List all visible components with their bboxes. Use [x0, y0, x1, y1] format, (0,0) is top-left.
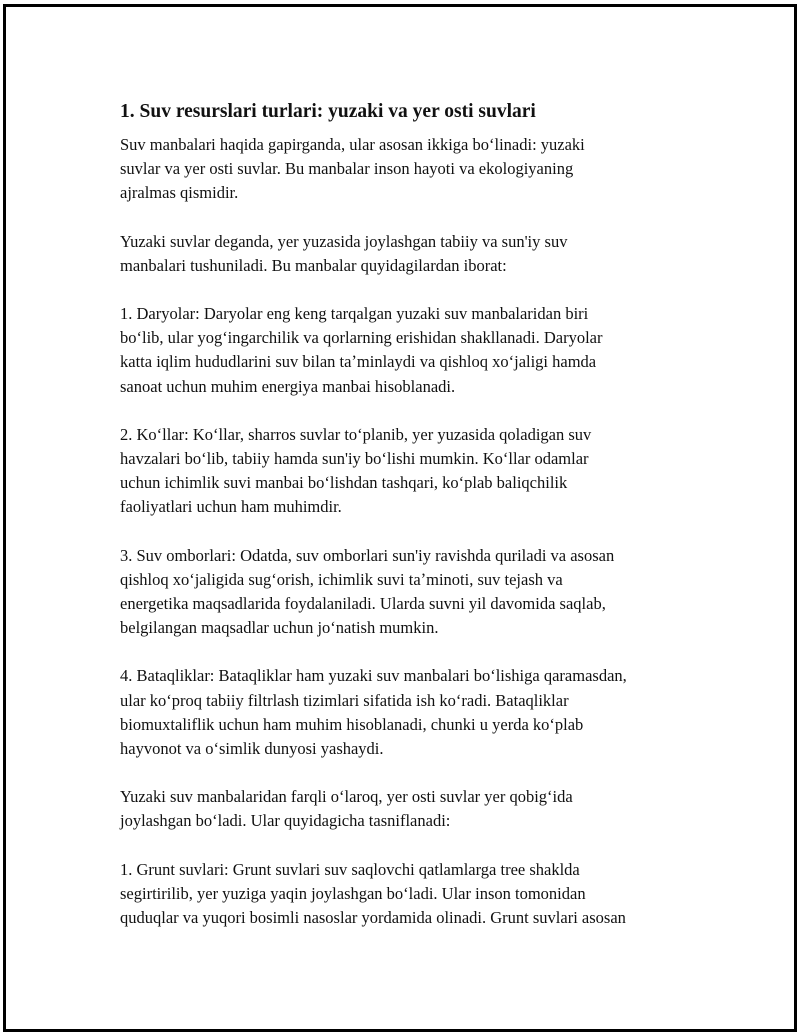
- text-line: belgilangan maqsadlar uchun joʻnatish mumkin.: [120, 618, 439, 638]
- text-line: qishloq xoʻjaligida sugʻorish, ichimlik suvi taʼminoti, suv tejash va: [120, 569, 563, 589]
- text-line: manbalari tushuniladi. Bu manbalar quyidagilardan iborat:: [120, 255, 507, 275]
- text-line: 2. Koʻllar: Koʻllar, sharros suvlar toʻplanib, yer yuzasida qoladigan suv: [120, 424, 592, 444]
- paragraph: [120, 664, 700, 761]
- document-body: [120, 99, 700, 954]
- text-line: suvlar va yer osti suvlar. Bu manbalar inson hayoti va ekologiyaning: [120, 159, 574, 179]
- text-line: energetika maqsadlarida foydalaniladi. Ularda suvni yil davomida saqlab,: [120, 594, 606, 614]
- text-line: uchun ichimlik suvi manbai boʻlishdan tashqari, koʻplab baliqchilik: [120, 473, 568, 493]
- text-line: Suv manbalari haqida gapirganda, ular asosan ikkiga boʻlinadi: yuzaki: [120, 135, 585, 154]
- paragraph: [120, 133, 700, 206]
- text-line: biomuxtaliflik uchun ham muhim hisoblanadi, chunki u yerda koʻplab: [120, 714, 584, 734]
- section-heading: 1. Suv resurslari turlari: yuzaki va yer osti suvlari: [120, 101, 536, 122]
- paragraph: [120, 423, 700, 520]
- text-line: 4. Bataqliklar: Bataqliklar ham yuzaki suv manbalari boʻlishiga qaramasdan,: [120, 666, 627, 686]
- paragraph: [120, 785, 700, 833]
- text-line: 3. Suv omborlari: Odatda, suv omborlari sun'iy ravishda quriladi va asosan: [120, 545, 615, 565]
- text-line: Yuzaki suvlar deganda, yer yuzasida joylashgan tabiiy va sun'iy suv: [120, 231, 568, 251]
- page-frame: [3, 4, 797, 1032]
- text-line: 1. Grunt suvlari: Grunt suvlari suv saqlovchi qatlamlarga tree shaklda: [120, 859, 580, 879]
- paragraph: [120, 858, 700, 931]
- text-line: ajralmas qismidir.: [120, 183, 239, 203]
- text-line: boʻlib, ular yogʻingarchilik va qorlarning erishidan shakllanadi. Daryolar: [120, 328, 603, 348]
- text-line: 1. Daryolar: Daryolar eng keng tarqalgan yuzaki suv manbalaridan biri: [120, 304, 589, 324]
- text-line: ular koʻproq tabiiy filtrlash tizimlari sifatida ish koʻradi. Bataqliklar: [120, 690, 569, 710]
- text-line: segirtirilib, yer yuziga yaqin joylashgan boʻladi. Ular inson tomonidan: [120, 883, 586, 903]
- text-line: havzalari boʻlib, tabiiy hamda sun'iy boʻlishi mumkin. Koʻllar odamlar: [120, 449, 589, 469]
- text-line: faoliyatlari uchun ham muhimdir.: [120, 497, 342, 517]
- text-line: katta iqlim hududlarini suv bilan taʼminlaydi va qishloq xoʻjaligi hamda: [120, 352, 597, 372]
- text-line: joylashgan boʻladi. Ular quyidagicha tasniflanadi:: [120, 811, 451, 831]
- text-line: Yuzaki suv manbalaridan farqli oʻlaroq, yer osti suvlar yer qobigʻida: [120, 787, 573, 807]
- paragraph: [120, 544, 700, 641]
- text-line: sanoat uchun muhim energiya manbai hisoblanadi.: [120, 376, 456, 396]
- paragraph: [120, 230, 700, 278]
- paragraph: [120, 302, 700, 399]
- text-line: hayvonot va oʻsimlik dunyosi yashaydi.: [120, 739, 384, 759]
- text-line: quduqlar va yuqori bosimli nasoslar yordamida olinadi. Grunt suvlari asosan: [120, 908, 626, 928]
